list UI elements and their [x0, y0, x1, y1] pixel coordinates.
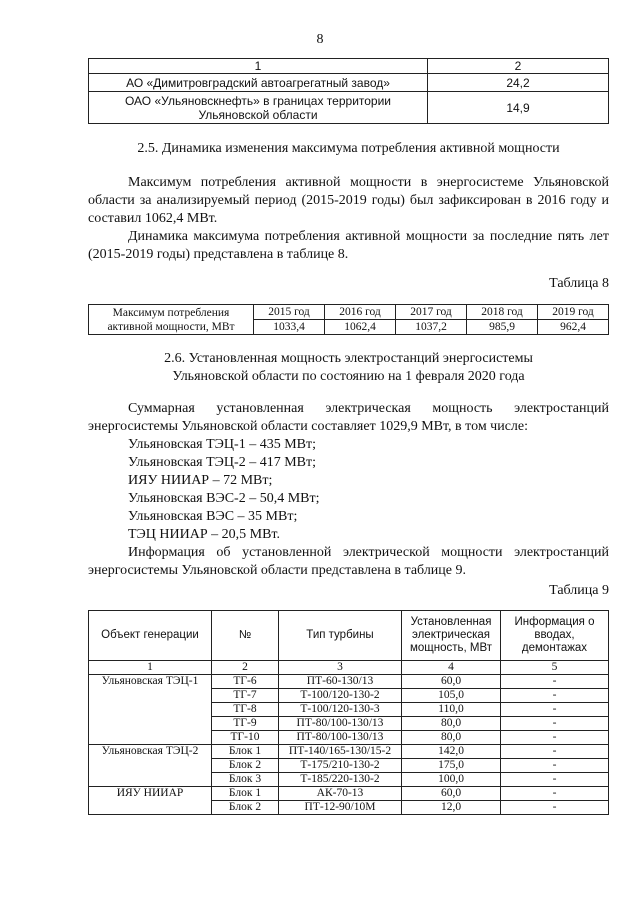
table-9-header-object: Объект генерации [89, 611, 212, 661]
table-9-power: 175,0 [402, 759, 501, 773]
table-9-header-type: Тип турбины [279, 611, 402, 661]
table-9-info: - [501, 773, 609, 787]
table-8-year: 2016 год [325, 305, 396, 320]
top-table-value-cell: 24,2 [428, 74, 609, 92]
table-9-info: - [501, 787, 609, 801]
top-table-header-2: 2 [428, 59, 609, 74]
table-9-no: Блок 2 [212, 801, 279, 815]
top-table-name-cell: ОАО «Ульяновскнефть» в границах территории Ульяновской области [89, 92, 428, 124]
capacity-list-item: ТЭЦ НИИАР – 20,5 МВт. [128, 527, 280, 542]
table-9-header-info: Информация о вводах, демонтажах [501, 611, 609, 661]
table-row [89, 787, 609, 801]
table-9-power: 60,0 [402, 787, 501, 801]
table-row [89, 675, 609, 689]
section-2-6-intro: Суммарная установленная электрическая мощность электростанций энергосистемы Ульяновской области составляет 1029,9 МВт, в том числе: [88, 401, 609, 434]
table-9-header-number: № [212, 611, 279, 661]
table-8-value: 1033,4 [254, 320, 325, 335]
table-9-info: - [501, 703, 609, 717]
table-9-no: Блок 1 [212, 787, 279, 801]
capacity-list-item: Ульяновская ТЭЦ-2 – 417 МВт; [128, 455, 316, 470]
table-9-type: ПТ-60-130/13 [279, 675, 402, 689]
table-9-info: - [501, 745, 609, 759]
table-9-no: ТГ-9 [212, 717, 279, 731]
table-9 [88, 610, 609, 815]
capacity-list-item: Ульяновская ТЭЦ-1 – 435 МВт; [128, 437, 316, 452]
table-9-no: ТГ-7 [212, 689, 279, 703]
table-9-power: 142,0 [402, 745, 501, 759]
table-9-type: Т-175/210-130-2 [279, 759, 402, 773]
table-9-power: 80,0 [402, 717, 501, 731]
table-9-column-number: 1 [89, 661, 212, 675]
section-2-5-title: 2.5. Динамика изменения максимума потребления активной мощности [137, 141, 560, 156]
table-8-value: 1037,2 [396, 320, 467, 335]
table-8-year: 2015 год [254, 305, 325, 320]
table-9-column-number: 3 [279, 661, 402, 675]
table-9-type: Т-100/120-130-3 [279, 703, 402, 717]
capacity-list-item: ИЯУ НИИАР – 72 МВт; [128, 473, 273, 488]
table-9-object: Ульяновская ТЭЦ-1 [89, 675, 212, 745]
table-9-no: Блок 1 [212, 745, 279, 759]
capacity-list-item: Ульяновская ВЭС – 35 МВт; [128, 509, 298, 524]
page-number: 8 [316, 32, 324, 47]
table-9-info: - [501, 675, 609, 689]
table-9-no: ТГ-8 [212, 703, 279, 717]
table-9-power: 60,0 [402, 675, 501, 689]
table-8-caption: Таблица 8 [549, 276, 609, 291]
table-9-caption: Таблица 9 [549, 583, 609, 598]
table-9-info: - [501, 717, 609, 731]
table-8-year: 2017 год [396, 305, 467, 320]
table-9-type: Т-185/220-130-2 [279, 773, 402, 787]
table-row [89, 745, 609, 759]
table-8-value: 1062,4 [325, 320, 396, 335]
table-9-type: ПТ-80/100-130/13 [279, 731, 402, 745]
section-2-6-title-line-1: 2.6. Установленная мощность электростанций энергосистемы [164, 351, 533, 366]
capacity-list-item: Ульяновская ВЭС-2 – 50,4 МВт; [128, 491, 320, 506]
table-9-header-power: Установленная электрическая мощность, МВт [402, 611, 501, 661]
top-table-name-cell: АО «Димитровградский автоагрегатный завод» [89, 74, 428, 92]
table-9-info: - [501, 759, 609, 773]
table-9-info: - [501, 731, 609, 745]
table-9-type: ПТ-80/100-130/13 [279, 717, 402, 731]
table-8-year: 2019 год [538, 305, 609, 320]
table-9-object: Ульяновская ТЭЦ-2 [89, 745, 212, 787]
table-8 [88, 304, 609, 335]
table-9-info: - [501, 801, 609, 815]
table-9-power: 100,0 [402, 773, 501, 787]
table-9-type: АК-70-13 [279, 787, 402, 801]
table-9-column-number: 5 [501, 661, 609, 675]
table-9-power: 12,0 [402, 801, 501, 815]
section-2-6-title-line-2: Ульяновской области по состоянию на 1 февраля 2020 года [172, 369, 525, 384]
table-9-type: ПТ-140/165-130/15-2 [279, 745, 402, 759]
table-8-row-label: Максимум потребления активной мощности, МВт [89, 305, 254, 335]
table-9-no: ТГ-6 [212, 675, 279, 689]
table-9-power: 80,0 [402, 731, 501, 745]
table-9-no: ТГ-10 [212, 731, 279, 745]
table-8-year: 2018 год [467, 305, 538, 320]
table-9-power: 105,0 [402, 689, 501, 703]
section-2-6-outro: Информация об установленной электрической мощности электростанций энергосистемы Ульяновской области представлена в таблице 9. [88, 545, 609, 578]
table-9-power: 110,0 [402, 703, 501, 717]
table-8-value: 985,9 [467, 320, 538, 335]
table-9-column-number: 4 [402, 661, 501, 675]
table-8-value: 962,4 [538, 320, 609, 335]
table-9-column-number: 2 [212, 661, 279, 675]
table-9-no: Блок 2 [212, 759, 279, 773]
section-2-5-paragraph-1: Максимум потребления активной мощности в энергосистеме Ульяновской области за анализируемый период (2015-2019 годы) был зафиксирован в 2016 году и составил 1062,4 МВт. [88, 175, 609, 226]
top-table [88, 58, 609, 124]
top-table-header-1: 1 [89, 59, 428, 74]
table-9-type: ПТ-12-90/10М [279, 801, 402, 815]
table-9-info: - [501, 689, 609, 703]
section-2-5-paragraph-2: Динамика максимума потребления активной мощности за последние пять лет (2015-2019 годы) представлена в таблице 8. [88, 229, 609, 262]
table-9-object: ИЯУ НИИАР [89, 787, 212, 815]
table-9-type: Т-100/120-130-2 [279, 689, 402, 703]
table-9-no: Блок 3 [212, 773, 279, 787]
top-table-value-cell: 14,9 [428, 92, 609, 124]
